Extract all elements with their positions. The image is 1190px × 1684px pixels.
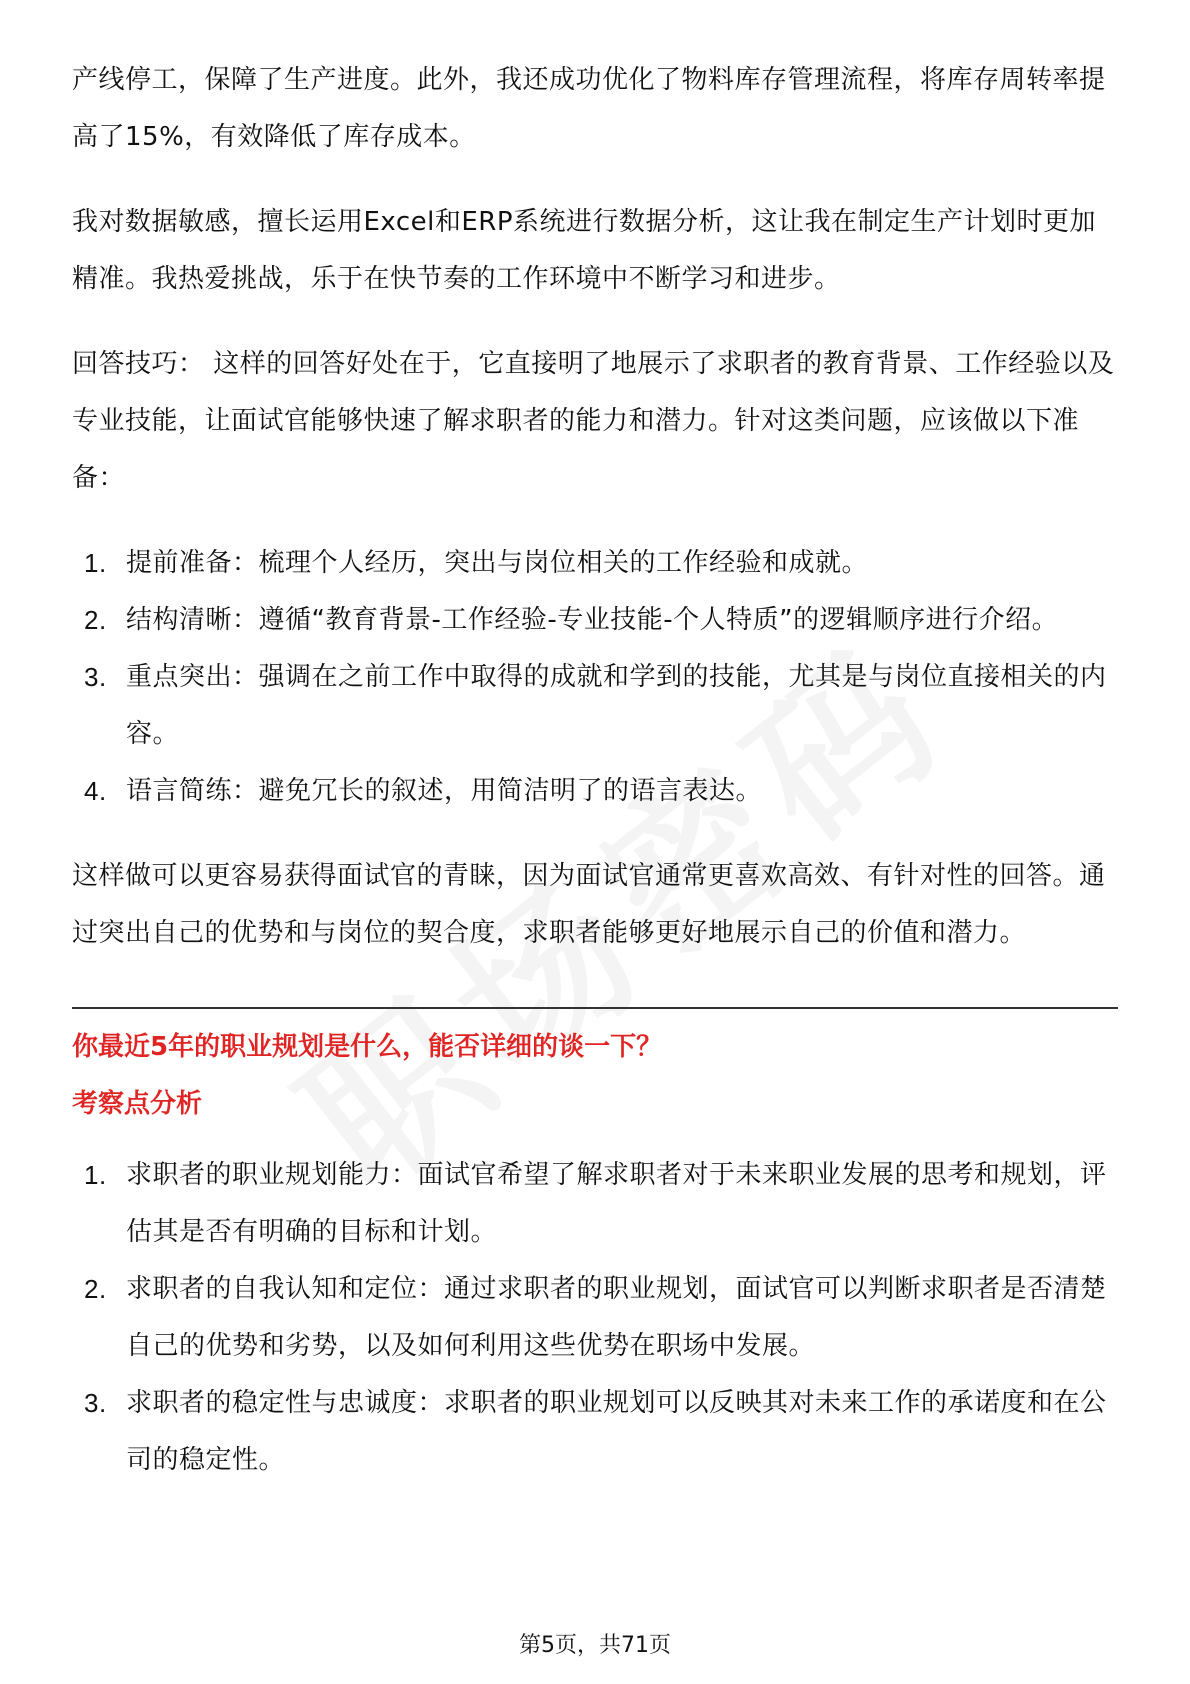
list-item-text: 重点突出：强调在之前工作中取得的成就和学到的技能，尤其是与岗位直接相关的内容。 bbox=[126, 662, 1107, 749]
list-number: 3. bbox=[84, 1388, 107, 1418]
list-number: 4. bbox=[84, 776, 107, 806]
list-item-text: 结构清晰：遵循“教育背景-工作经验-专业技能-个人特质”的逻辑顺序进行介绍。 bbox=[126, 605, 1059, 635]
list-item bbox=[72, 535, 1118, 592]
section-divider bbox=[72, 1007, 1118, 1009]
list-item bbox=[72, 1261, 1118, 1375]
tips-list bbox=[72, 535, 1118, 820]
list-number: 1. bbox=[84, 548, 107, 578]
list-number: 3. bbox=[84, 662, 107, 692]
list-item bbox=[72, 763, 1118, 820]
paragraph-production: 产线停工，保障了生产进度。此外，我还成功优化了物料库存管理流程，将库存周转率提高了15%，有效降低了库存成本。 bbox=[72, 65, 1106, 152]
list-item-text: 语言简练：避免冗长的叙述，用简洁明了的语言表达。 bbox=[126, 776, 763, 806]
list-item-text: 求职者的职业规划能力：面试官希望了解求职者对于未来职业发展的思考和规划，评估其是否有明确的目标和计划。 bbox=[126, 1160, 1107, 1247]
paragraph-answer-tips: 回答技巧： 这样的回答好处在于，它直接明了地展示了求职者的教育背景、工作经验以及专业技能，让面试官能够快速了解求职者的能力和潜力。针对这类问题，应该做以下准备： bbox=[72, 349, 1115, 493]
analysis-heading: 考察点分析 bbox=[72, 1089, 203, 1119]
list-number: 2. bbox=[84, 1274, 107, 1304]
list-number: 2. bbox=[84, 605, 107, 635]
list-number: 1. bbox=[84, 1160, 107, 1190]
list-item bbox=[72, 592, 1118, 649]
analysis-list bbox=[72, 1147, 1118, 1489]
list-item-text: 求职者的稳定性与忠诚度：求职者的职业规划可以反映其对未来工作的承诺度和在公司的稳定性。 bbox=[126, 1388, 1107, 1475]
list-item bbox=[72, 1375, 1118, 1489]
question-heading: 你最近5年的职业规划是什么，能否详细的谈一下？ bbox=[72, 1032, 663, 1062]
paragraph-closing: 这样做可以更容易获得面试官的青睐，因为面试官通常更喜欢高效、有针对性的回答。通过突出自己的优势和与岗位的契合度，求职者能够更好地展示自己的价值和潜力。 bbox=[72, 861, 1106, 948]
paragraph-data-skills: 我对数据敏感，擅长运用Excel和ERP系统进行数据分析，这让我在制定生产计划时更加精准。我热爱挑战，乐于在快节奏的工作环境中不断学习和进步。 bbox=[72, 207, 1097, 294]
list-item-text: 提前准备：梳理个人经历，突出与岗位相关的工作经验和成就。 bbox=[126, 548, 869, 578]
list-item bbox=[72, 649, 1118, 763]
document-page bbox=[72, 52, 1118, 1517]
page-number-footer: 第5页，共71页 bbox=[519, 1633, 671, 1658]
list-item bbox=[72, 1147, 1118, 1261]
list-item-text: 求职者的自我认知和定位：通过求职者的职业规划，面试官可以判断求职者是否清楚自己的优势和劣势，以及如何利用这些优势在职场中发展。 bbox=[126, 1274, 1107, 1361]
